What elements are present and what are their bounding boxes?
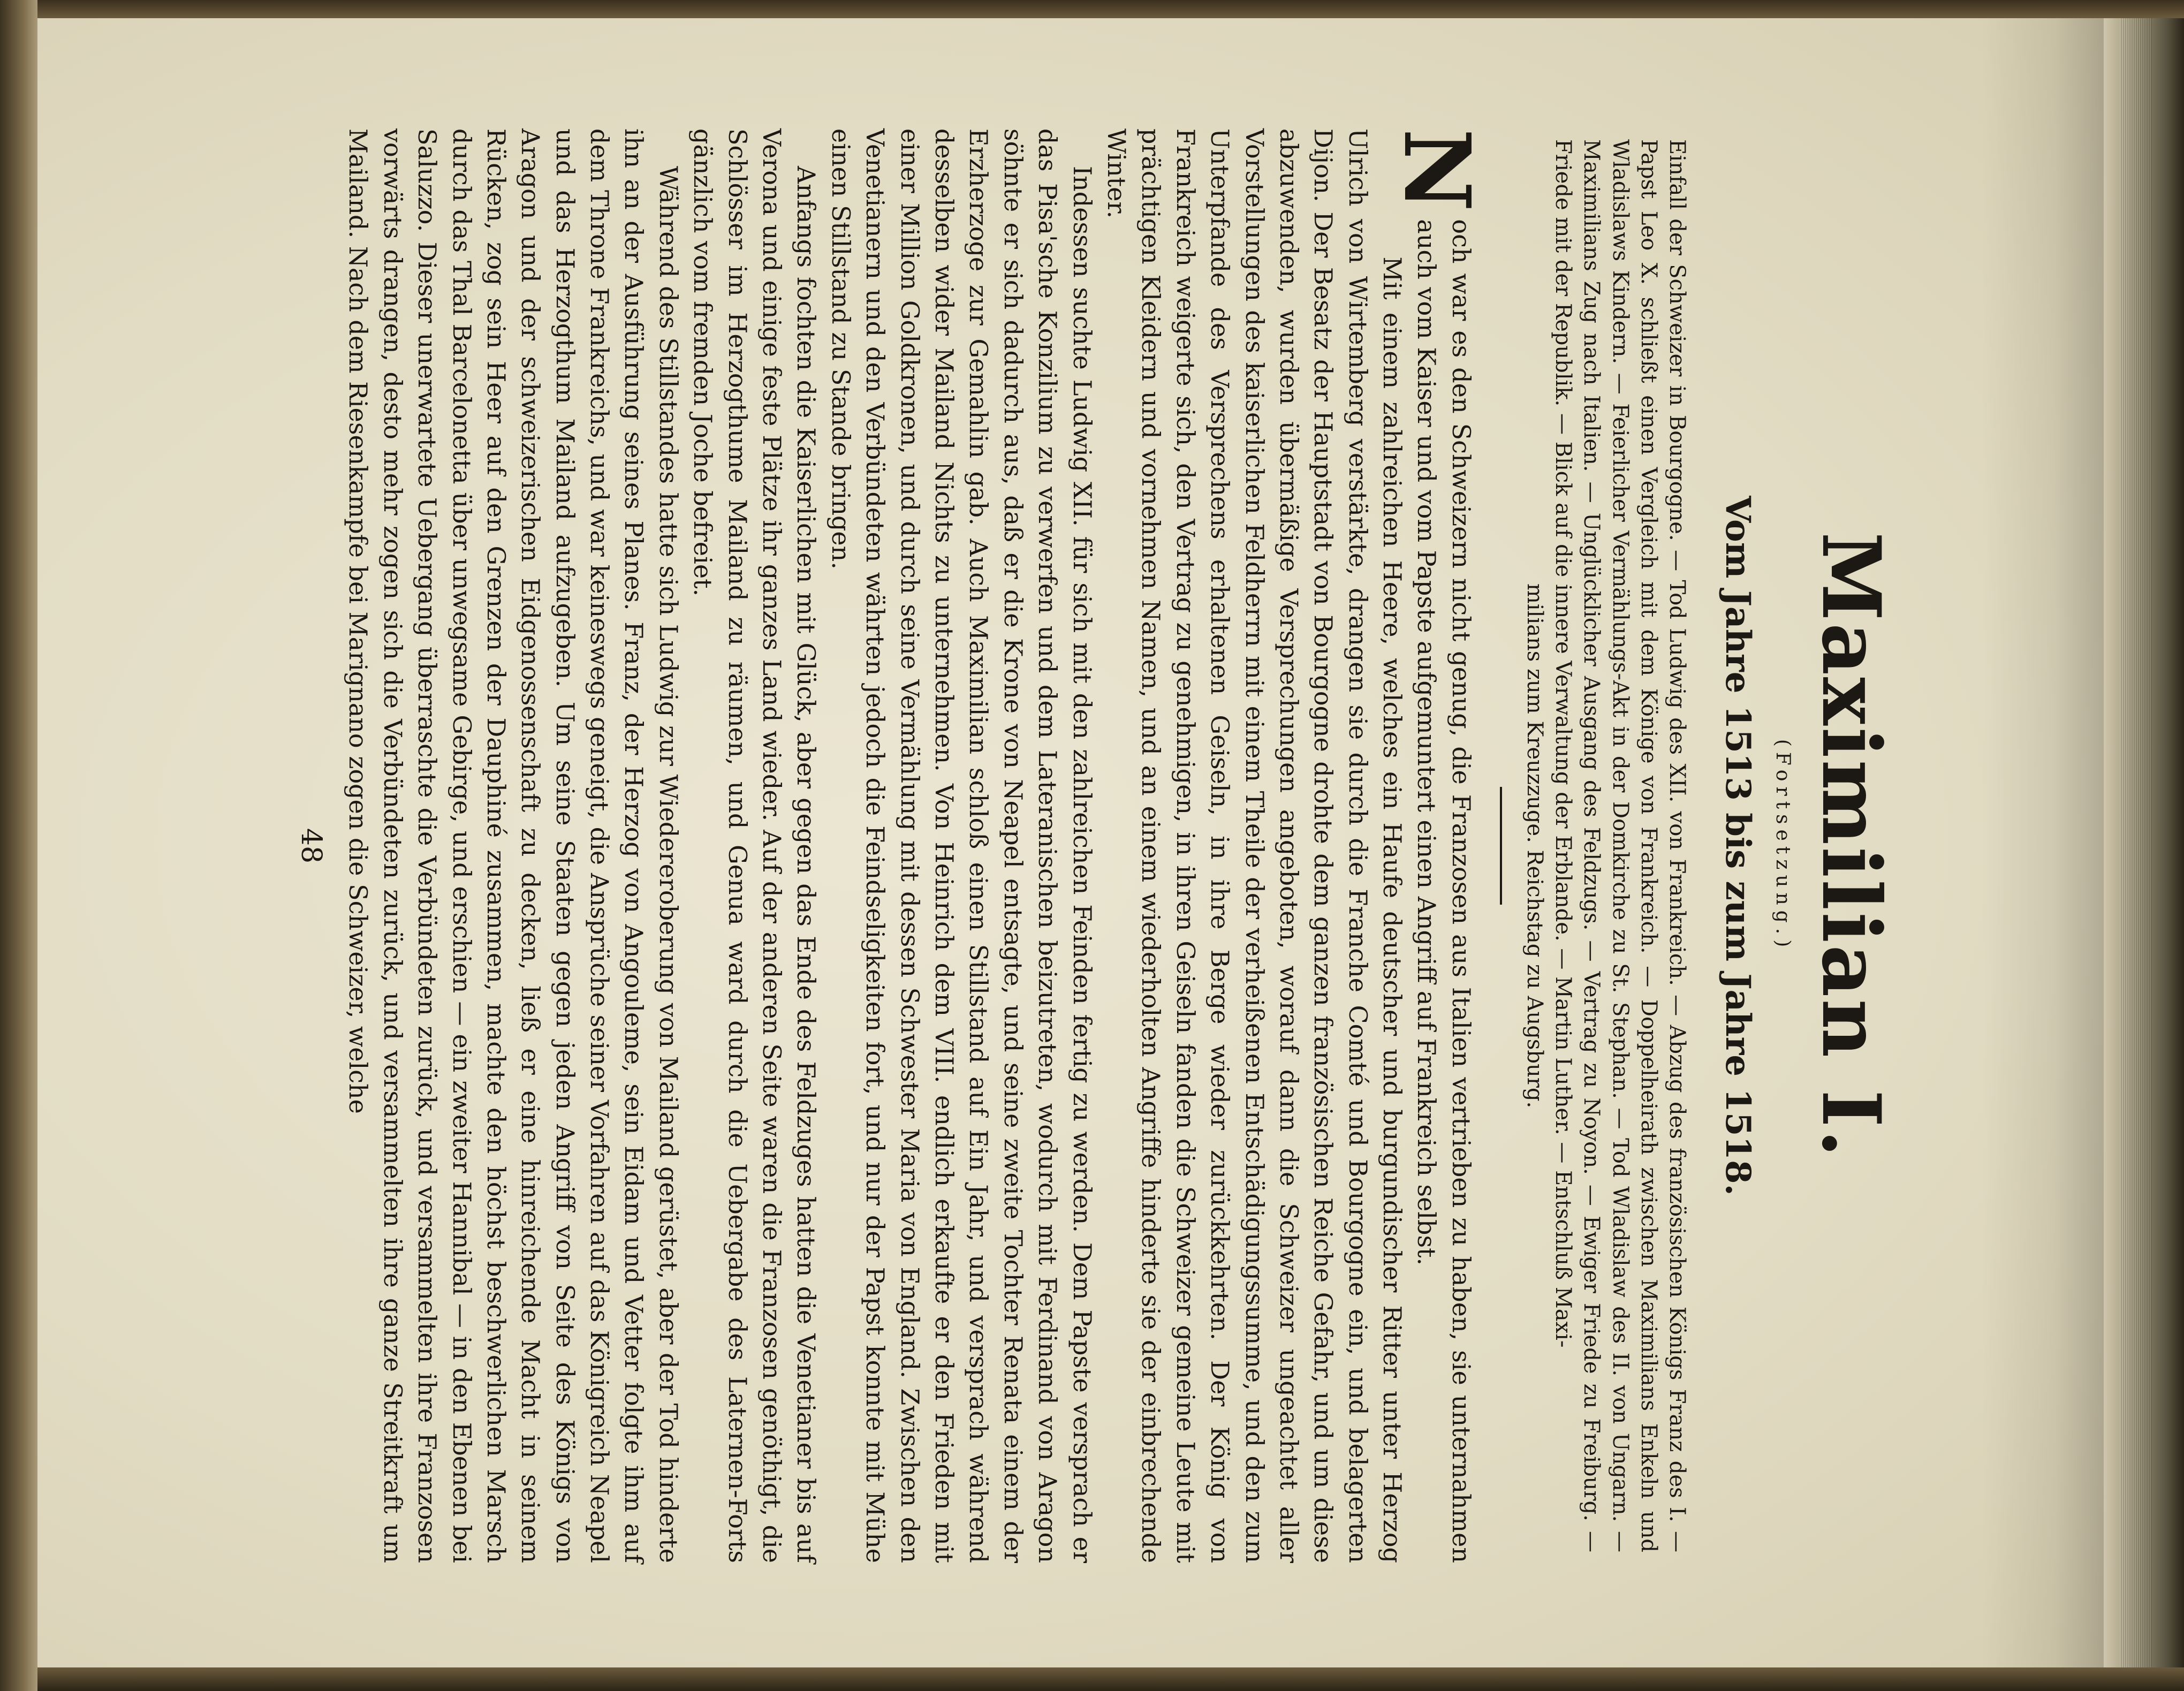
summary-tail: milians zum Kreuzzuge. Reichstag zu Augsburg.: [1522, 583, 1548, 1109]
page-content: [289, 123, 1898, 1568]
chapter-subtitle: Vom Jahre 1513 bis zum Jahre 1518.: [1718, 496, 1758, 1196]
cover-edge-top: [0, 0, 2184, 18]
paragraph-text: och war es den Schweizern nicht genug, die Franzosen aus Italien vertrieben zu haben, sie unternahmen auch vom Kaiser und vom Papste aufgemuntert einen Angriff auf Frankreich selbst.: [1412, 219, 1476, 1563]
paragraph-4: Anfangs fochten die Kaiserlichen mit Glück, aber gegen das Ende des Feldzuges hatten die Venetianer bis auf Verona und einige feste Plätze ihr ganzes Land wieder. Auf der anderen Seite waren die Franzosen genöthigt, die Schlösser im Herzogthume Mailand zu räumen, und Genua ward durch die Uebergabe des Laternen-Forts gänzlich vom fremden Joche befreiet.: [688, 128, 821, 1563]
cover-edge-bottom: [0, 1667, 2184, 1691]
paragraph-5: Während des Stillstandes hatte sich Ludwig zur Wiedereroberung von Mailand gerüstet, aber der Tod hinderte ihn an der Ausführung seines Planes. Franz, der Herzog von Angouleme, sein Eidam und Vetter folgte ihm auf dem Throne Frankreichs, und war keineswegs geneigt, die Ansprüche seiner Vorfahren auf das Königreich Neapel und das Herzogthum Mailand aufzugeben. Um seine Staaten gegen jeden Angriff von Seite des Königs von Aragon und der schweizerischen Eidgenossenschaft zu decken, ließ er eine hinreichende Macht in seinem Rücken, zog sein Heer auf den Grenzen der Dauphiné zusammen, machte den höchst beschwerlichen Marsch durch das Thal Barcelonetta über unwegsame Gebirge, und erschien — ein zweiter Hannibal — in den Ebenen bei Saluzzo. Dieser unerwartete Uebergang überraschte die Verbündeten zurück, und versammelten ihre Franzosen vorwärts drangen, desto mehr zogen sich die Verbündeten zurück, und versammelten ihre ganze Streitkraft um Mailand. Nach dem Riesenkampfe bei Marignano zogen die Schweizer, welche: [344, 128, 683, 1563]
divider-rule: [1500, 787, 1502, 905]
page-number: 48: [294, 828, 327, 864]
cover-edge-left: [0, 0, 37, 1691]
body-text: [341, 128, 1490, 1563]
chapter-title: Maximilian I.: [1804, 532, 1898, 1160]
paragraph-2: Mit einem zahlreichen Heere, welches ein Haufe deutscher und burgundischer Ritter unter Herzog Ulrich von Wirtemberg verstärkte, drangen sie durch die Franche Comté und Bourgogne ein, und belagerten Dijon. Der Besatz der Hauptstadt von Bourgogne drohte dem ganzen französischen Reiche Gefahr, und um diese abzuwenden, wurden übermäßige Versprechungen angeboten, worauf dann die Schweizer ungeachtet aller Vorstellungen des kaiserlichen Feldherrn mit einem Theile der verheißenen Entschädigungssumme, und den zum Unterpfande des Versprechens erhaltenen Geiseln, in ihre Berge wieder zurückkehrten. Der König von Frankreich weigerte sich, den Vertrag zu genehmigen, in ihren Geiseln fanden die Schweizer gemeine Leute mit prächtigen Kleidern und vornehmen Namen, und an einem wiederholten Angriffe hinderte sie der einbrechende Winter.: [1102, 128, 1407, 1563]
paragraph-3: Indessen suchte Ludwig XII. für sich mit den zahlreichen Feinden fertig zu werden. Dem Papste versprach er das Pisa'sche Konzilium zu verwerfen und dem Lateranischen beizutreten, wodurch mit Ferdinand von Aragon söhnte er sich dadurch aus, daß er die Krone von Neapel entsagte, und seine zweite Tochter Renata einem der Erzherzoge zur Gemahlin gab. Auch Maximilian schloß einen Stillstand auf Ein Jahr, und versprach während desselben wider Mailand Nichts zu unternehmen. Von Heinrich dem VIII. endlich erkaufte er den Frieden mit einer Million Goldkronen, und durch seine Vermählung mit dessen Schwester Maria von England. Zwischen den Venetianern und den Verbündeten währten jedoch die Feindseligkeiten fort, und nur der Papst konnte mit Mühe einen Stillstand zu Stande bringen.: [826, 128, 1097, 1563]
chapter-summary: [1520, 139, 1691, 1552]
paragraph-1: [1383, 128, 1490, 1563]
summary-text: Einfall der Schweizer in Bourgogne. — Tod Ludwig des XII. von Frankreich. — Abzug des französischen Königs Franz des I. — Papst Leo X. schließt einen Vergleich mit dem Könige von Frankreich. — Doppelheirath zwischen Maximilians Enkeln und Wladislaws Kindern. — Feierlicher Vermählungs-Akt in der Domkirche zu St. Stephan. — Tod Wladislaw des II. von Ungarn. — Maximilians Zug nach Italien. — Unglücklicher Ausgang des Feldzugs. — Vertrag zu Noyon. — Ewiger Friede zu Freiburg. — Friede mit der Republik. — Blick auf die innere Verwaltung der Erblande. — Martin Luther. — Entschluß Maxi-: [1551, 139, 1689, 1552]
drop-cap: N: [1383, 128, 1490, 212]
continuation-note: (Fortsetzung.): [1772, 739, 1794, 953]
page-edges: [2120, 0, 2152, 1691]
gutter-shadow: [1981, 18, 2104, 1667]
